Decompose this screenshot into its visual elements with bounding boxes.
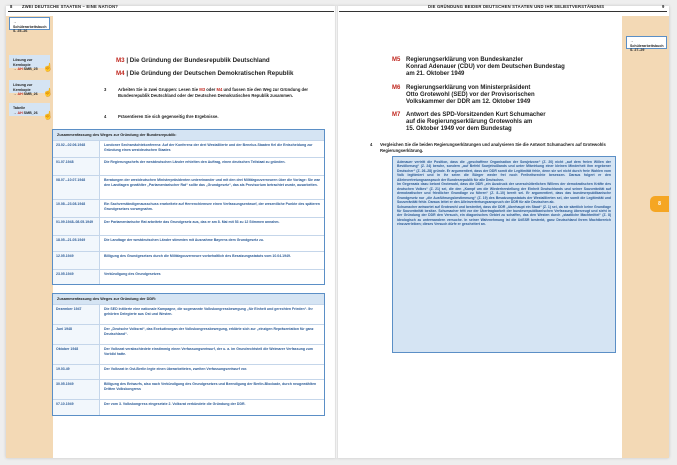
link-prefix: AH: [17, 110, 23, 115]
right-header-rule: [339, 11, 667, 12]
schulbuch-ref-title: → Schülerarbeitsbuch: [630, 39, 664, 48]
table-row: 23.02.–02.06.1948 Londoner Sechsmächtekonferenz: Auf der Konferenz der drei Westalliierte und der Benelux-Staaten fiel die Entscheidung zur Gründung eines westdeutschen Staates: [53, 140, 324, 157]
answer-box: [392, 156, 616, 353]
link-title: Lösung zur Kernkopie: [13, 83, 33, 92]
table-row: Oktober 1948 Der Volksrat verabschiedete einstimmig einen Verfassungsentwurf, der u. a. im Grundrechtsteil die Weimarer Verfassung zum Vorbild hatte.: [53, 344, 324, 364]
schulbuch-ref-pages: S. 25–26: [13, 29, 28, 34]
left-page-number: 8: [10, 4, 13, 9]
arrow-right-icon: →: [13, 110, 17, 115]
material-m5: M5 Regierungserklärung von Bundeskanzler Konrad Adenauer (CDU) vor dem Deutschen Bundestag am 21. Oktober 1949: [392, 57, 565, 77]
link-prefix: AH: [17, 92, 23, 97]
right-page-number: 9: [662, 4, 665, 9]
left-running-title: ZWEI DEUTSCHE STAATEN – EINE NATION?: [22, 4, 119, 9]
schulbuch-ref-title: → Schülerarbeitsbuch: [13, 20, 47, 29]
link-code: SMB_25: [23, 67, 38, 72]
table-row: 12.05.1949 Billigung des Grundgesetzes durch die Militärgouverneure vorbehaltlich des Besatzungsstatuts vom 10.04.1949.: [53, 251, 324, 269]
schulbuch-ref-right[interactable]: [626, 36, 667, 53]
right-margin-sidebar: [622, 16, 669, 458]
link-title: Lösung zur Kernkopie: [13, 58, 33, 67]
table-row: 08.07.–10.07.1948 Beratungen der westdeutschen Ministerpräsidenten untereinander und mit den drei Militärgouverneuren über die Vorlage: Sie war den Landtagen gewählter „Parlamentarischer Rat“ sollte das „Grundgesetz“, das als Provisorium betrachtet wurde, ausarbeiten.: [53, 175, 324, 199]
table-row: Dezember 1947 Die SED initiierte eine nationale Kampagne, die sogenannte Volkskongressbewegung „für Einheit und gerechten Frieden“. Ihr gehörten Delegierte aus Ost und Westen.: [53, 304, 324, 324]
link-title: Tabelle: [13, 106, 26, 110]
table-row: Juni 1948 Der „Deutsche Volksrat“, das Exekutivorgan der Volkskongressbewegung, erklärte sich zur „einzigen Repräsentation für ganz Deutschland“.: [53, 324, 324, 344]
table-brd-founding: [52, 129, 325, 285]
right-running-title: DIE GRÜNDUNG BEIDER DEUTSCHEN STAATEN UND IHR SELBSTVERSTÄNDNIS: [428, 4, 605, 9]
arrow-right-icon: →: [13, 67, 17, 72]
table-title: Zusammenfassung des Weges zur Gründung der DDR:: [53, 294, 324, 304]
task-3: 3 Arbeiten Sie in zwei Gruppen: Lesen Sie M3 oder M4 und fassen Sie den Weg zur Gründung der Bundesrepublik Deutschland oder der Deutschen Demokratischen Republik zusammen.: [104, 87, 309, 98]
answer-paragraph: Im Gegensatz dazu betont Grotewohl, dass die DDR „ein Ausdruck der unerschütterlichen Willens der demokratischen Kräfte des deutschen Volkes“ (Z. 21) sei, die den „Kampf um die Wiederherstellung der Einheit Deutschlands und seiner Souveränität auf demokratischer und friedlicher Grundlage zu führen“ (Z. 8–10) bereit sei. Er argumentiert, dass das bundesrepublikanische Grundgesetz nur „die Ausführungsbestimmung“ (Z. 19) des Besatzungsstatuts der Westalliierten sei, der somit die Legitimität und Souveränität fehle. Daraus leitet er den Alleinvertretungsanspruch der DDR für alle Deutschen ab.: [397, 182, 611, 205]
task-4-right: [370, 142, 615, 153]
link-prefix: AH: [17, 67, 23, 72]
answer-paragraph: Schumacher antwortet auf Grotewohl und bestreitet, dass die DDR „überhaupt ein Staat“ (Z. 1) sei, da sie sämtlich keine Grundlage für Souveränität besitze. Schumacher tritt vor der Übertragbarkeit der bundesrepublikanischen Verfassung überzeugt und sieht in der Gründung der DDR den Versuch, ein diagonisches Gebiet zu schaffen, das den Westen durch „staatliche Machtmittel“ (Z. 8) ideologisch zu unterwandern versuche. In seiner Wahrnehmung ist die UdSSR bestrebt, ganz Deutschland ihrem Machtbereich einzuverleiben; dieses Versuch dürfe er gescheitert an.: [397, 204, 611, 227]
table-row: 18.05.–21.05.1949 Die Landtage der westdeutschen Länder stimmten mit Ausnahme Bayerns dem Grundgesetz zu.: [53, 235, 324, 251]
pointer-hand-icon: ☝: [43, 111, 53, 120]
material-m3: M3 | Die Gründung der Bundesrepublik Deutschland: [116, 57, 270, 64]
table-row: 01.07.1948 Die Regierungschefs der westdeutschen Länder erhielten den Auftrag, einen deutschen Teilstaat zu gründen.: [53, 157, 324, 175]
link-code: SMB_26: [23, 110, 38, 115]
task-number: 4: [370, 142, 373, 147]
task-text: Vergleichen Sie die beiden Regierungserklärungen und analysieren Sie die Antwort Schumachers auf Grotewohls Regierungserklärung.: [380, 142, 606, 153]
left-header-rule: [8, 11, 334, 12]
task-number: 3: [104, 87, 107, 92]
table-row: 30.05.1949 Billigung des Entwurfs, also nach Verkündigung des Grundgesetzes und Beendigung der Berlin-Blockade, durch neugewählten Dritten Volkskongress: [53, 379, 324, 399]
table-ddr-founding: [52, 293, 325, 416]
arrow-right-icon: →: [13, 20, 17, 24]
chapter-tab-marker[interactable]: 8: [650, 196, 669, 212]
pointer-hand-icon: ☝: [43, 88, 53, 97]
material-m6: M6 Regierungserklärung von Ministerpräsident Otto Grotewohl (SED) vor der Provisorischen Volkskammer der DDR am 12. Oktober 1949: [392, 85, 535, 105]
link-code: SMB_26: [23, 92, 38, 97]
task-4-left: 4 Präsentieren Sie sich gegenseitig Ihre Ergebnisse.: [104, 114, 219, 119]
book-gutter: [335, 6, 338, 458]
table-row: 07.10.1949 Der vom 3. Volkskongress eingesetzte 2. Volksrat verkündete die Gründung der DDR.: [53, 399, 324, 415]
material-m4: M4 | Die Gründung der Deutschen Demokratischen Republik: [116, 70, 294, 77]
arrow-right-icon: →: [630, 39, 634, 43]
table-row: 10.08.–23.08.1948 Ein Sachverständigenausschuss erarbeitete auf Herrenchiemsee einen Verfassungsentwurf, der wesentliche Punkte des späteren Grundgesetzes vorwegnahm.: [53, 199, 324, 217]
table-row: 01.09.1948–08.05.1949 Der Parlamentarische Rat arbeitete das Grundgesetz aus, das er am 8. Mai mit 53 zu 12 Stimmen annahm.: [53, 217, 324, 235]
table-row: 19.03.49 Der Volksrat in Ost-Berlin legte einen überarbeiteten, zweiten Verfassungsentwurf vor.: [53, 364, 324, 379]
task-number: 4: [104, 114, 107, 119]
arrow-right-icon: →: [13, 92, 17, 97]
table-row: 23.05.1949 Verkündigung des Grundgesetzes: [53, 269, 324, 284]
schulbuch-ref-left[interactable]: [9, 17, 50, 34]
material-m7: M7 Antwort des SPD-Vorsitzenden Kurt Schumacher auf die Regierungserklärung Grotewohls am 15. Oktober 1949 vor dem Bundestag: [392, 112, 546, 132]
answer-paragraph: Adenauer vertritt die Position, dass die „geschaffene Organisation der Sowjetzone“ (Z. 20) nicht „auf dem freien Willen der Bevölkerung“ (Z. 24) beruhe, sondern „auf Befehl Sowjetrußlands und unter Mitwirkung einer kleinen Minderheit ihm ergebener Deutscher“ (Z. 26–28) gründe. Er argumentiert, dass der DDR somit die Legitimität fehle, denn sie sei nicht durch freie Wahlen vom Volk legitimiert und in ihr seien die Bürger weder frei noch Freiheitsrechte besessen. Daraus folgert er den Alleinvertretungsanspruch der Bundesrepublik für alle Deutschen.: [397, 160, 611, 182]
schulbuch-ref-pages: S. 27–29: [630, 48, 645, 53]
table-title: Zusammenfassung des Weges zur Gründung der Bundesrepublik:: [53, 130, 324, 140]
pointer-hand-icon: ☝: [43, 63, 53, 72]
